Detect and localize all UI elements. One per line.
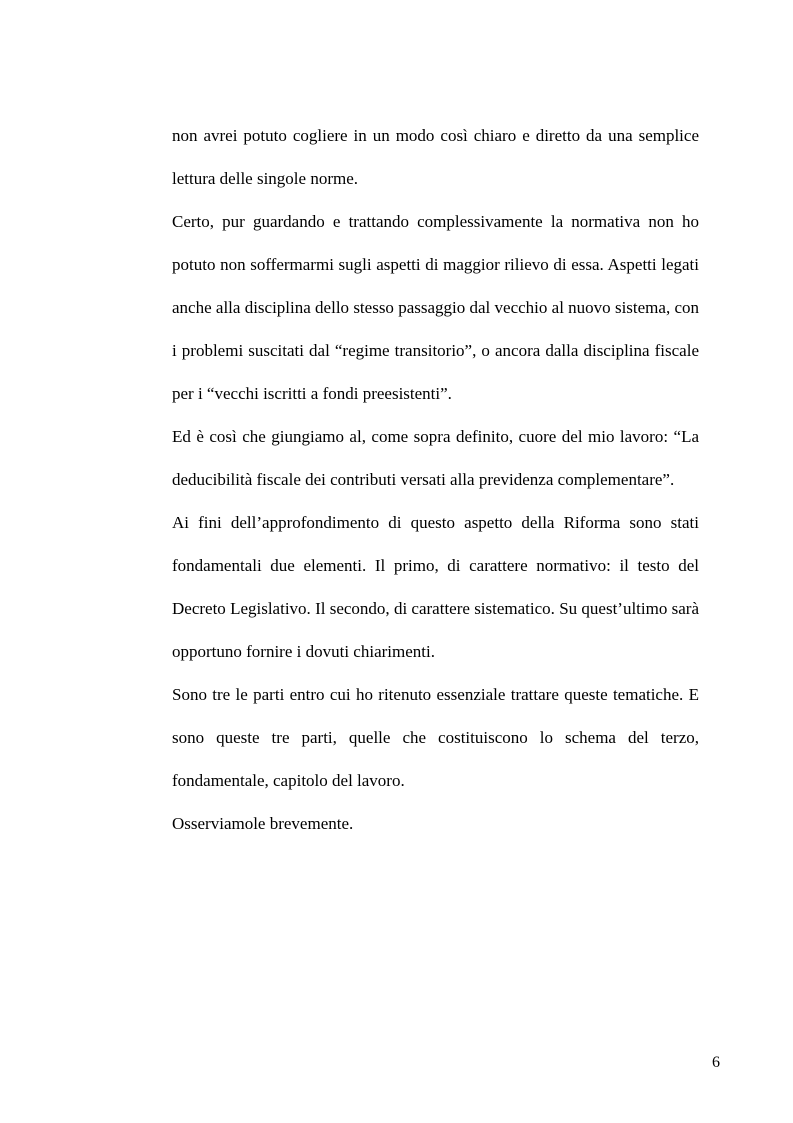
- paragraph-4: Ai fini dell’approfondimento di questo aspetto della Riforma sono stati fondamentali due elementi. Il primo, di carattere normativo: il testo del Decreto Legislativo. Il secondo, di carattere sistematico. Su quest’ultimo sarà opportuno fornire i dovuti chiarimenti.: [172, 513, 699, 661]
- page-number: 6: [712, 1054, 720, 1071]
- paragraph-2: Certo, pur guardando e trattando complessivamente la normativa non ho potuto non soffermarmi sugli aspetti di maggior rilievo di essa. Aspetti legati anche alla disciplina dello stesso passaggio dal vecchio al nuovo sistema, con i problemi suscitati dal “regime transitorio”, o ancora dalla disciplina fiscale per i “vecchi iscritti a fondi preesistenti”.: [172, 212, 699, 403]
- paragraph-6: Osserviamole brevemente.: [172, 814, 354, 833]
- paragraph-5: Sono tre le parti entro cui ho ritenuto essenziale trattare queste tematiche. E sono queste tre parti, quelle che costituiscono lo schema del terzo, fondamentale, capitolo del lavoro.: [172, 685, 699, 790]
- paragraph-3: Ed è così che giungiamo al, come sopra definito, cuore del mio lavoro: “La deducibilità fiscale dei contributi versati alla previdenza complementare”.: [172, 427, 699, 489]
- body-text: [172, 114, 699, 845]
- paragraph-1: non avrei potuto cogliere in un modo così chiaro e diretto da una semplice lettura delle singole norme.: [172, 126, 699, 188]
